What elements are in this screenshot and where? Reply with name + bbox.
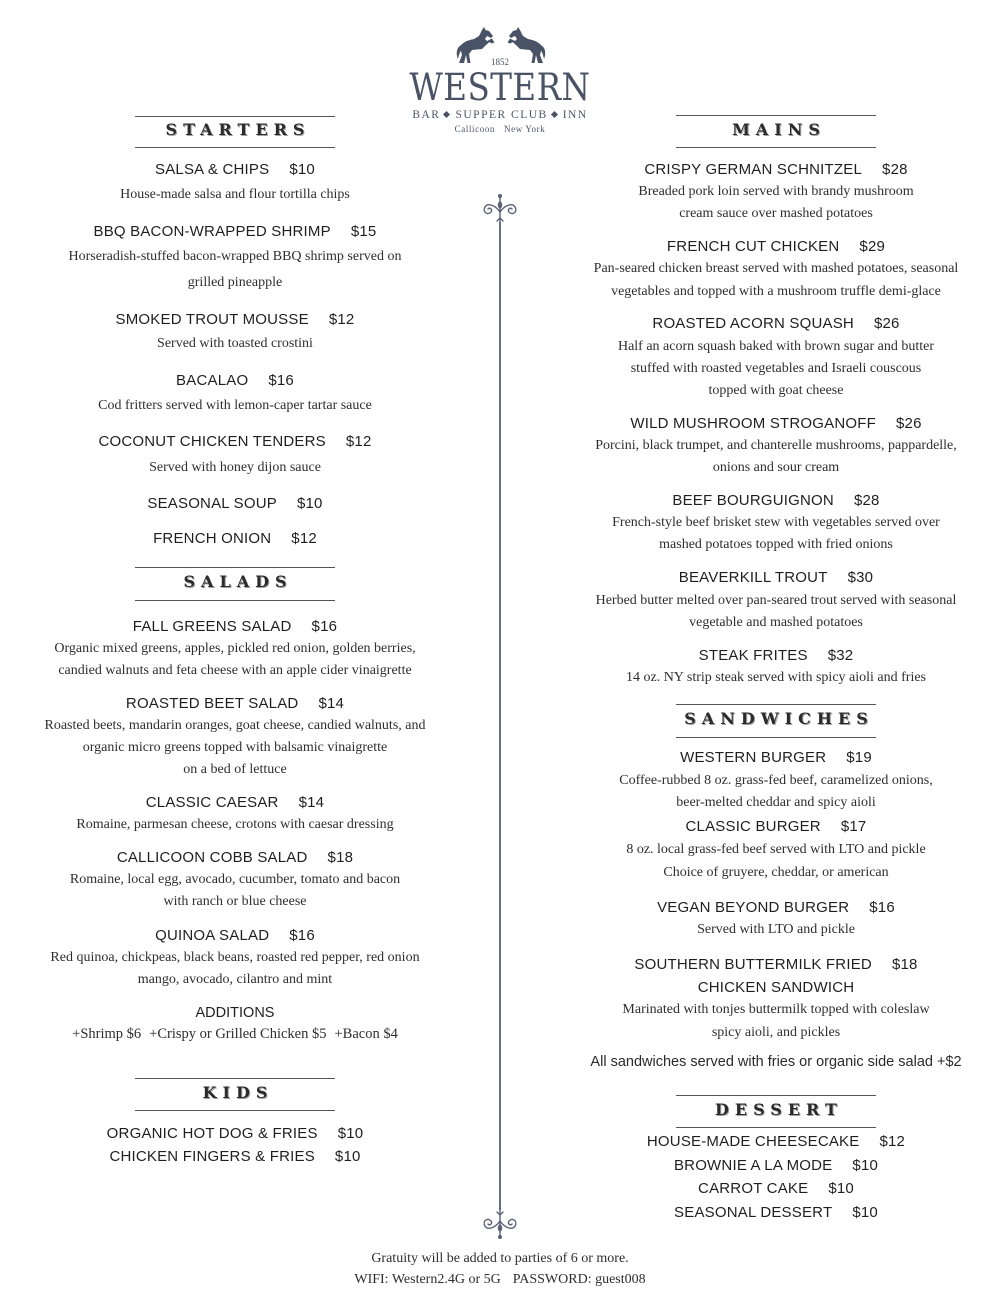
item-name: SMOKED TROUT MOUSSE <box>115 311 309 328</box>
item-price: $29 <box>859 238 886 255</box>
item-name: ORGANIC HOT DOG & FRIES <box>106 1125 318 1142</box>
item-description: Pan-seared chicken breast served with mashed potatoes, seasonal <box>593 261 959 276</box>
menu-item <box>556 491 996 511</box>
item-name: BACALAO <box>176 372 249 389</box>
section-title-mains: MAINS <box>732 120 826 139</box>
item-description: vegetable and mashed potatoes <box>689 615 863 630</box>
item-description: Served with honey dijon sauce <box>149 460 321 475</box>
menu-item <box>556 160 996 180</box>
item-name: SEASONAL SOUP <box>147 495 277 512</box>
menu-item <box>556 568 996 588</box>
item-description: Served with toasted crostini <box>157 336 313 351</box>
item-price: $12 <box>879 1133 906 1150</box>
item-description: onions and sour cream <box>712 460 840 475</box>
tagline-inn: INN <box>562 109 588 121</box>
item-description: mashed potatoes topped with fried onions <box>659 537 893 552</box>
item-price: $26 <box>873 315 900 332</box>
item-description: Romaine, local egg, avocado, cucumber, tomato and bacon <box>69 872 401 887</box>
item-name: BROWNIE A LA MODE <box>673 1157 833 1174</box>
item-price: $16 <box>289 927 315 944</box>
item-price: $10 <box>828 1180 854 1197</box>
item-price: $10 <box>296 495 323 512</box>
menu-item <box>556 1156 996 1176</box>
item-description: Served with LTO and pickle <box>697 922 855 937</box>
item-name: CARROT CAKE <box>698 1180 809 1197</box>
right-column <box>556 0 996 1294</box>
section-rule <box>676 147 876 148</box>
item-description: with ranch or blue cheese <box>163 894 307 909</box>
menu-item <box>556 646 996 666</box>
item-description: House-made salsa and flour tortilla chips <box>120 187 350 202</box>
item-price: $15 <box>350 223 377 240</box>
menu-item <box>15 160 455 180</box>
item-price: $17 <box>840 818 867 835</box>
item-price: $16 <box>311 618 338 635</box>
section-rule <box>135 567 335 568</box>
menu-item <box>556 898 996 918</box>
menu-item <box>15 617 455 637</box>
item-name: VEGAN BEYOND BURGER <box>657 899 850 916</box>
section-rule <box>135 1110 335 1111</box>
sandwiches-note: All sandwiches served with fries or organic side salad +$2 <box>590 1054 962 1070</box>
additions-title: ADDITIONS <box>195 1005 275 1021</box>
item-price: $30 <box>847 569 874 586</box>
item-price: $10 <box>852 1204 878 1221</box>
item-description: beer-melted cheddar and spicy aioli <box>676 795 876 810</box>
item-name: WILD MUSHROOM STROGANOFF <box>630 415 876 432</box>
item-name: QUINOA SALAD <box>155 927 270 944</box>
item-description: cream sauce over mashed potatoes <box>679 206 873 221</box>
item-name: COCONUT CHICKEN TENDERS <box>98 433 326 450</box>
menu-item <box>556 314 996 334</box>
additions-list <box>15 1024 455 1044</box>
addition-item: +Crispy or Grilled Chicken $5 <box>149 1026 327 1042</box>
item-price: $32 <box>827 647 854 664</box>
item-description: topped with goat cheese <box>708 383 844 398</box>
addition-item: +Bacon $4 <box>334 1026 398 1042</box>
section-rule <box>676 115 876 116</box>
section-rule <box>676 704 876 705</box>
wifi-info <box>200 1270 800 1290</box>
menu-item <box>15 432 455 452</box>
section-rule <box>135 1078 335 1079</box>
item-description: Herbed butter melted over pan-seared trout served with seasonal <box>595 593 957 608</box>
menu-item <box>15 1147 455 1167</box>
section-title-dessert: DESSERT <box>715 1100 843 1119</box>
item-price: $18 <box>327 849 354 866</box>
item-price: $14 <box>298 794 325 811</box>
menu-item <box>15 694 455 714</box>
item-price: $16 <box>268 372 294 389</box>
item-price: $28 <box>882 161 908 178</box>
section-title-kids: KIDS <box>202 1083 274 1102</box>
item-name: HOUSE-MADE CHEESECAKE <box>646 1133 860 1150</box>
location-city: Callicoon <box>454 124 496 134</box>
logo-year: 1852 <box>491 57 509 67</box>
item-description: candied walnuts and feta cheese with an apple cider vinaigrette <box>58 663 412 678</box>
center-divider-line <box>499 222 501 1210</box>
item-name: FRENCH ONION <box>153 530 272 547</box>
section-title-salads: SALADS <box>183 572 293 591</box>
menu-item <box>556 414 996 434</box>
tagline-supper-club: SUPPER CLUB <box>455 109 548 121</box>
item-description: French-style beef brisket stew with vegetables served over <box>612 515 940 530</box>
item-price: $18 <box>891 956 918 973</box>
menu-item <box>556 1179 996 1199</box>
item-description: Half an acorn squash baked with brown sugar and butter <box>617 339 935 354</box>
item-price: $12 <box>328 311 355 328</box>
item-name: CLASSIC BURGER <box>685 818 821 835</box>
item-description: vegetables and topped with a mushroom truffle demi-glace <box>611 284 941 299</box>
item-price: $10 <box>334 1148 361 1165</box>
menu-item <box>15 222 455 242</box>
item-description: Roasted beets, mandarin oranges, goat cheese, candied walnuts, and <box>44 718 426 733</box>
item-price: $16 <box>869 899 895 916</box>
item-name: FALL GREENS SALAD <box>132 618 292 635</box>
wifi-password: PASSWORD: guest008 <box>512 1272 646 1287</box>
menu-item <box>15 494 455 514</box>
left-column <box>15 0 455 1294</box>
section-title-sandwiches: SANDWICHES <box>684 709 874 728</box>
item-name: BEAVERKILL TROUT <box>678 569 828 586</box>
addition-item: +Shrimp $6 <box>72 1026 142 1042</box>
item-price: $10 <box>337 1125 364 1142</box>
logo-name-text: WESTERN <box>409 66 591 109</box>
item-name: CALLICOON COBB SALAD <box>116 849 308 866</box>
item-description: Breaded pork loin served with brandy mushroom <box>638 184 914 199</box>
menu-item <box>556 817 996 837</box>
menu-item <box>15 926 455 946</box>
item-name: SOUTHERN BUTTERMILK FRIED <box>634 956 872 973</box>
flourish-ornament-icon <box>478 1207 522 1241</box>
item-name: ROASTED ACORN SQUASH <box>652 315 854 332</box>
section-rule <box>135 147 335 148</box>
menu-item <box>556 1132 996 1152</box>
tagline-bar: BAR <box>412 109 441 121</box>
item-description: Choice of gruyere, cheddar, or american <box>663 865 889 880</box>
item-price: $12 <box>291 530 317 547</box>
item-description: 14 oz. NY strip steak served with spicy aioli and fries <box>625 670 927 685</box>
item-name: CRISPY GERMAN SCHNITZEL <box>644 161 863 178</box>
item-description: Coffee-rubbed 8 oz. grass-fed beef, caramelized onions, <box>619 773 933 788</box>
menu-item <box>15 529 455 549</box>
item-description: Horseradish-stuffed bacon-wrapped BBQ shrimp served on <box>68 249 402 264</box>
item-name: BBQ BACON-WRAPPED SHRIMP <box>93 223 331 240</box>
item-name: WESTERN BURGER <box>680 749 827 766</box>
item-description: 8 oz. local grass-fed beef served with LTO and pickle <box>626 842 926 857</box>
item-name: SEASONAL DESSERT <box>674 1204 833 1221</box>
item-description: Romaine, parmesan cheese, crotons with caesar dressing <box>76 817 394 832</box>
item-description: Cod fritters served with lemon-caper tartar sauce <box>98 398 372 413</box>
item-price: $14 <box>318 695 345 712</box>
section-rule <box>676 737 876 738</box>
menu-item <box>556 955 996 975</box>
wifi-network: WIFI: Western2.4G or 5G <box>354 1272 501 1287</box>
menu-item <box>15 793 455 813</box>
item-name: ROASTED BEET SALAD <box>125 695 299 712</box>
item-description: stuffed with roasted vegetables and Israeli couscous <box>630 361 922 376</box>
item-name: CLASSIC CAESAR <box>145 794 279 811</box>
section-rule <box>135 600 335 601</box>
menu-item <box>15 848 455 868</box>
item-description: on a bed of lettuce <box>183 762 287 777</box>
menu-item <box>556 237 996 257</box>
item-name: CHICKEN FINGERS & FRIES <box>109 1148 315 1165</box>
item-price: $10 <box>289 161 315 178</box>
item-name: STEAK FRITES <box>698 647 808 664</box>
item-description: Marinated with tonjes buttermilk topped with coleslaw <box>622 1002 930 1017</box>
item-description: organic micro greens topped with balsamic vinaigrette <box>82 740 388 755</box>
menu-item <box>15 1124 455 1144</box>
item-price: $10 <box>852 1157 879 1174</box>
item-description: spicy aioli, and pickles <box>711 1025 841 1040</box>
menu-item <box>15 310 455 330</box>
section-title-starters: STARTERS <box>165 120 311 139</box>
section-rule <box>676 1095 876 1096</box>
item-description: grilled pineapple <box>187 275 283 290</box>
menu-item <box>15 371 455 391</box>
item-description: Porcini, black trumpet, and chanterelle mushrooms, pappardelle, <box>595 438 957 453</box>
item-price: $28 <box>853 492 880 509</box>
menu-item <box>556 1203 996 1223</box>
item-price: $26 <box>896 415 922 432</box>
section-rule <box>135 116 335 117</box>
location-state: New York <box>504 124 546 134</box>
item-name: BEEF BOURGUIGNON <box>672 492 834 509</box>
menu-item <box>556 748 996 768</box>
flourish-ornament-icon <box>478 192 522 226</box>
item-name: SALSA & CHIPS <box>155 161 270 178</box>
item-name-line2: CHICKEN SANDWICH <box>697 979 855 996</box>
section-rule <box>676 1127 876 1128</box>
item-description: Organic mixed greens, apples, pickled red onion, golden berries, <box>54 641 416 656</box>
gratuity-notice: Gratuity will be added to parties of 6 or more. <box>371 1251 629 1266</box>
item-description: mango, avocado, cilantro and mint <box>137 972 333 987</box>
item-price: $19 <box>846 749 872 766</box>
item-price: $12 <box>345 433 372 450</box>
item-name: FRENCH CUT CHICKEN <box>666 238 840 255</box>
item-description: Red quinoa, chickpeas, black beans, roasted red pepper, red onion <box>50 950 420 965</box>
